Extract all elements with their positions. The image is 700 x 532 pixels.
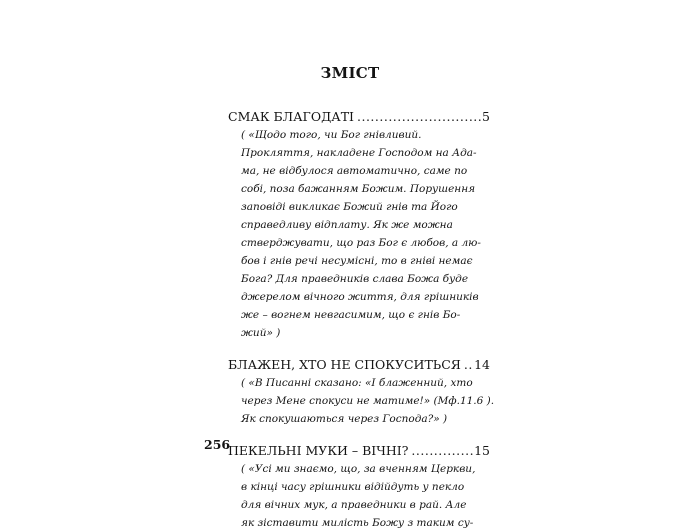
description-line: стверджувати, що раз Бог є любов, а лю- (241, 237, 481, 249)
table-of-contents (228, 108, 495, 532)
description-line: в кінці часу грішники відійдуть у пекло (241, 481, 465, 493)
toc-entry-page: 14 (474, 357, 490, 372)
dot-leader (411, 442, 473, 460)
description-line: ( «Усі ми знаємо, що, за вченням Церкви, (241, 463, 476, 475)
description-line: жий» ) (241, 327, 281, 339)
description-line: ма, не відбулося автоматично, саме по (241, 165, 468, 177)
toc-entry-heading (228, 108, 490, 126)
toc-entry-heading (228, 356, 490, 374)
description-line: же – вогнем невгасимим, що є гнів Бо- (241, 309, 461, 321)
description-line: Прокляття, накладене Господом на Ада- (241, 147, 477, 159)
description-line: бов і гнів речі несумісні, то в гніві немає (241, 255, 473, 267)
page-number: 256 (204, 437, 231, 452)
dot-leader (464, 356, 473, 374)
toc-entry-description (241, 460, 490, 532)
description-line: джерелом вічного життя, для грішників (241, 291, 479, 303)
description-line: для вічних мук, а праведники в рай. Але (241, 499, 467, 511)
toc-entry-title: БЛАЖЕН, ХТО НЕ СПОКУСИТЬСЯ (228, 357, 461, 372)
page-title: ЗМІСТ (320, 64, 380, 82)
toc-entry (228, 356, 495, 428)
toc-entry-description (241, 374, 495, 428)
description-line: як зіставити милість Божу з таким су- (241, 517, 474, 529)
description-line: через Мене спокуси не матиме!» (Мф.11.6 ). (241, 395, 495, 407)
description-line: справедливу відплату. Як же можна (241, 219, 453, 231)
description-line: Як спокушаються через Господа?» ) (241, 413, 448, 425)
toc-entry (228, 442, 490, 532)
toc-entry-page: 5 (482, 109, 490, 124)
toc-entry-title: СМАК БЛАГОДАТІ (228, 109, 354, 124)
toc-entry-heading (228, 442, 490, 460)
description-line: ( «В Писанні сказано: «І блаженний, хто (241, 377, 473, 389)
toc-entry (228, 108, 490, 342)
description-line: заповіді викликає Божий гнів та Його (241, 201, 458, 213)
toc-entry-page: 15 (474, 443, 490, 458)
toc-entry-title: ПЕКЕЛЬНІ МУКИ – ВІЧНІ? (228, 443, 409, 458)
dot-leader (357, 108, 481, 126)
description-line: собі, поза бажанням Божим. Порушення (241, 183, 476, 195)
description-line: Бога? Для праведників слава Божа буде (241, 273, 469, 285)
description-line: ( «Щодо того, чи Бог гнівливий. (241, 129, 422, 141)
toc-entry-description (241, 126, 490, 342)
